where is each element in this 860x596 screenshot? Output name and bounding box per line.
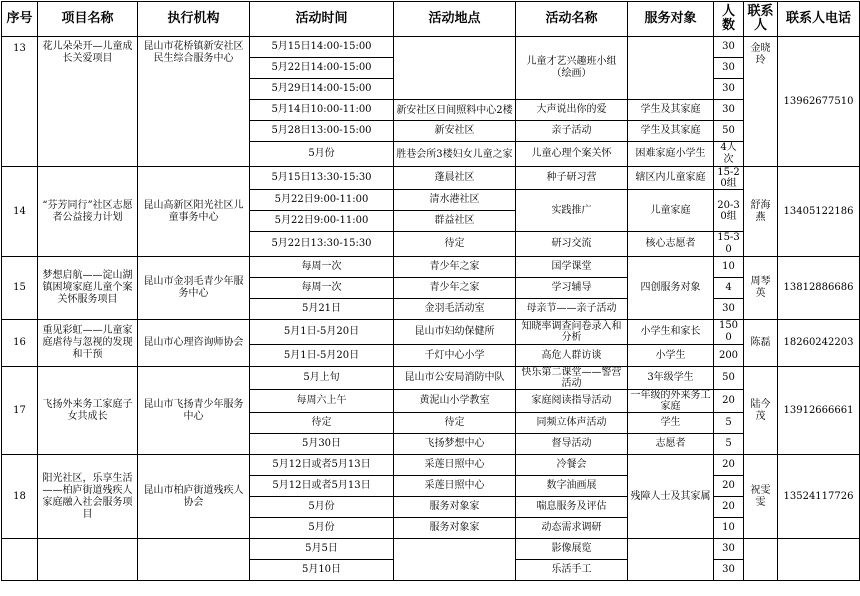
activity-place: 昆山市公安局消防中队 (394, 367, 516, 390)
activity-time: 每周一次 (250, 278, 394, 299)
activity-time: 每周一次 (250, 257, 394, 278)
activity-name: 亲子活动 (516, 121, 628, 142)
project-org: 昆山市金羽毛青少年服务中心 (138, 257, 250, 320)
table-row (2, 539, 860, 560)
project-no: 14 (2, 167, 38, 257)
activity-place: 飞扬梦想中心 (394, 434, 516, 455)
activity-target: 3年级学生 (628, 367, 714, 390)
header-count: 人数 (714, 2, 744, 37)
activity-place: 新安社区 (394, 121, 516, 142)
activity-time: 5月12日或者5月13日 (250, 476, 394, 497)
activity-count: 1500 (714, 320, 744, 345)
header-target: 服务对象 (628, 2, 714, 37)
activity-count: 20 (714, 390, 744, 413)
activity-target: 四创服务对象 (628, 257, 714, 320)
activity-time: 5月14日10:00-11:00 (250, 100, 394, 121)
activity-target: 学生及其家庭 (628, 100, 714, 121)
project-org: 昆山市柏庐街道残疾人协会 (138, 455, 250, 539)
table-row (2, 167, 860, 190)
activity-time: 5月30日 (250, 434, 394, 455)
activity-count: 30 (714, 79, 744, 100)
activity-time: 5月22日9:00-11:00 (250, 211, 394, 232)
header-org: 执行机构 (138, 2, 250, 37)
activity-count: 20 (714, 455, 744, 476)
activity-count: 5 (714, 413, 744, 434)
project-no: 17 (2, 367, 38, 455)
project-name: “芬芳同行”社区志愿者公益接力计划 (38, 167, 138, 257)
activity-count: 30 (714, 299, 744, 320)
contact-phone (778, 539, 860, 581)
activity-count: 30 (714, 100, 744, 121)
activity-place: 采莲日照中心 (394, 455, 516, 476)
activity-target: 儿童家庭 (628, 190, 714, 232)
activity-place: 黄泥山小学教室 (394, 390, 516, 413)
project-name: 梦想启航——淀山湖镇困境家庭儿童个案关怀服务项目 (38, 257, 138, 320)
contact-person: 舒海燕 (744, 167, 778, 257)
contact-phone: 13812886686 (778, 257, 860, 320)
activity-count: 10 (714, 257, 744, 278)
activity-place (394, 539, 516, 581)
activity-time: 5月1日-5月20日 (250, 320, 394, 345)
activity-target: 一年级的外来务工家庭 (628, 390, 714, 413)
project-org: 昆山市心理咨询师协会 (138, 320, 250, 367)
table-row (2, 455, 860, 476)
activity-time: 5月22日9:00-11:00 (250, 190, 394, 211)
activity-place: 服务对象家 (394, 518, 516, 539)
activity-place: 清水港社区 (394, 190, 516, 211)
activity-name: 家庭阅读指导活动 (516, 390, 628, 413)
activity-place: 群益社区 (394, 211, 516, 232)
header-row (2, 2, 860, 37)
activity-count: 4人次 (714, 142, 744, 167)
project-name: 飞扬外来务工家庭子女共成长 (38, 367, 138, 455)
activity-place: 采莲日照中心 (394, 476, 516, 497)
activity-name: 儿童心理个案关怀 (516, 142, 628, 167)
activity-count: 30 (714, 560, 744, 581)
activity-target: 学生及其家庭 (628, 121, 714, 142)
contact-person: 陆今茂 (744, 367, 778, 455)
activity-count: 20 (714, 497, 744, 518)
activity-time: 5月21日 (250, 299, 394, 320)
activity-name: 快乐第二课堂——警营活动 (516, 367, 628, 390)
activity-place: 青少年之家 (394, 278, 516, 299)
activity-name: 喘息服务及评估 (516, 497, 628, 518)
project-no: 18 (2, 455, 38, 539)
activity-place: 蓬晨社区 (394, 167, 516, 190)
activity-count: 30 (714, 539, 744, 560)
contact-person: 陈磊 (744, 320, 778, 367)
activity-place: 服务对象家 (394, 497, 516, 518)
activity-count: 20 (714, 476, 744, 497)
contact-phone: 18260242203 (778, 320, 860, 367)
activity-name: 冷餐会 (516, 455, 628, 476)
header-activity: 活动名称 (516, 2, 628, 37)
activity-time: 5月份 (250, 142, 394, 167)
activity-name: 数字油画展 (516, 476, 628, 497)
contact-phone: 13524117726 (778, 455, 860, 539)
activity-place: 金羽毛活动室 (394, 299, 516, 320)
activity-target: 小学生 (628, 345, 714, 367)
activity-count: 200 (714, 345, 744, 367)
project-org (138, 539, 250, 581)
contact-phone: 13912666661 (778, 367, 860, 455)
activity-count: 20-30组 (714, 190, 744, 232)
project-org: 昆山高新区阳光社区儿童事务中心 (138, 167, 250, 257)
activity-name: 国学课堂 (516, 257, 628, 278)
activity-count: 50 (714, 121, 744, 142)
activity-name: 影像展览 (516, 539, 628, 560)
header-time: 活动时间 (250, 2, 394, 37)
header-no: 序号 (2, 2, 38, 37)
project-name: 重见彩虹——儿童家庭虐待与忽视的发现和干预 (38, 320, 138, 367)
activity-name: 动态需求调研 (516, 518, 628, 539)
header-place: 活动地点 (394, 2, 516, 37)
activity-time: 5月29日14:00-15:00 (250, 79, 394, 100)
project-org: 昆山市花桥镇新安社区民生综合服务中心 (138, 37, 250, 167)
activity-time: 待定 (250, 413, 394, 434)
activity-count: 30 (714, 37, 744, 58)
project-no: 13 (2, 37, 38, 167)
activity-count: 15-20组 (714, 167, 744, 190)
activity-name: 种子研习营 (516, 167, 628, 190)
activity-name: 督导活动 (516, 434, 628, 455)
contact-phone: 13405122186 (778, 167, 860, 257)
header-contact: 联系人 (744, 2, 778, 37)
activity-name: 乐活手工 (516, 560, 628, 581)
project-no: 16 (2, 320, 38, 367)
activity-place: 千灯中心小学 (394, 345, 516, 367)
activity-time: 5月22日14:00-15:00 (250, 58, 394, 79)
activity-time: 5月28日13:00-15:00 (250, 121, 394, 142)
activity-time: 5月份 (250, 497, 394, 518)
table-row (2, 367, 860, 390)
activity-target: 志愿者 (628, 434, 714, 455)
activity-place: 新安社区日间照料中心2楼 (394, 100, 516, 121)
header-phone: 联系人电话 (778, 2, 860, 37)
activity-time: 5月15日13:30-15:30 (250, 167, 394, 190)
activity-time: 5月15日14:00-15:00 (250, 37, 394, 58)
activity-time: 每周六上午 (250, 390, 394, 413)
contact-phone: 13962677510 (778, 37, 860, 167)
activity-target: 学生 (628, 413, 714, 434)
activity-count: 10 (714, 518, 744, 539)
activity-name: 儿童才艺兴趣班小组（绘画） (516, 37, 628, 100)
table-row (2, 37, 860, 58)
activity-place: 胜巷会所3楼妇女儿童之家 (394, 142, 516, 167)
activity-time: 5月份 (250, 518, 394, 539)
activity-place: 青少年之家 (394, 257, 516, 278)
activity-name: 高危人群访谈 (516, 345, 628, 367)
activity-time: 5月1日-5月20日 (250, 345, 394, 367)
project-name: 花儿朵朵开—儿童成长关爱项目 (38, 37, 138, 167)
header-project: 项目名称 (38, 2, 138, 37)
activity-place: 待定 (394, 413, 516, 434)
project-name: 阳光社区，乐享生活——柏庐街道残疾人家庭融入社会服务项目 (38, 455, 138, 539)
project-org: 昆山市飞扬青少年服务中心 (138, 367, 250, 455)
activity-count: 30 (714, 58, 744, 79)
activity-place (394, 37, 516, 100)
table-row (2, 257, 860, 278)
activity-time: 5月12日或者5月13日 (250, 455, 394, 476)
activity-target (628, 37, 714, 100)
activity-count: 50 (714, 367, 744, 390)
activity-schedule-table (1, 1, 860, 581)
activity-name: 学习辅导 (516, 278, 628, 299)
contact-person: 金晓玲 (744, 37, 778, 167)
activity-name: 知晓率调查问卷录入和分析 (516, 320, 628, 345)
activity-target: 辖区内儿童家庭 (628, 167, 714, 190)
activity-name: 大声说出你的爱 (516, 100, 628, 121)
activity-time: 5月22日13:30-15:30 (250, 232, 394, 257)
activity-time: 5月5日 (250, 539, 394, 560)
activity-count: 15-30 (714, 232, 744, 257)
activity-name: 母亲节——亲子活动 (516, 299, 628, 320)
activity-count: 4 (714, 278, 744, 299)
activity-name: 研习交流 (516, 232, 628, 257)
activity-time: 5月上旬 (250, 367, 394, 390)
activity-place: 待定 (394, 232, 516, 257)
activity-time: 5月10日 (250, 560, 394, 581)
project-name (38, 539, 138, 581)
activity-target: 残障人士及其家属 (628, 455, 714, 539)
contact-person (744, 539, 778, 581)
table-row (2, 320, 860, 345)
activity-name: 同频立体声活动 (516, 413, 628, 434)
project-no: 15 (2, 257, 38, 320)
activity-name: 实践推广 (516, 190, 628, 232)
activity-place: 昆山市妇幼保健所 (394, 320, 516, 345)
activity-target: 核心志愿者 (628, 232, 714, 257)
activity-target: 小学生和家长 (628, 320, 714, 345)
activity-target: 困难家庭小学生 (628, 142, 714, 167)
contact-person: 周琴英 (744, 257, 778, 320)
contact-person: 祝雯雯 (744, 455, 778, 539)
activity-count: 5 (714, 434, 744, 455)
activity-target (628, 539, 714, 581)
project-no (2, 539, 38, 581)
